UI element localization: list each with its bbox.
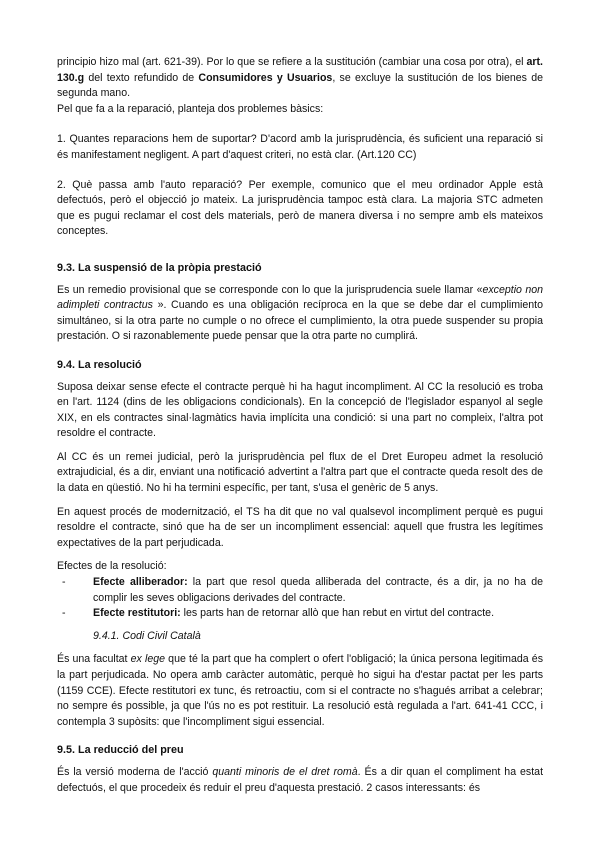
effects-list (57, 575, 543, 622)
subsection-paragraph: És una facultat ex lege que té la part que ha complert o ofert l'obligació; la única persona legitimada és la part perjudicada. No opera amb caràcter automàtic, perquè ho sigui ha d'estar pactat per les parts (1159 CCE). Efecte restitutori ex tunc, és retroactiu, com si el contracte no s'hagués arribat a celebrar; no sempre és possible, ja que l'ús no es pot restituir. La resolució està regulada a l'art. 641-41 CCC, i contempla 3 supòsits: que l'incompliment sigui essencial. (57, 653, 543, 728)
list-item: - Efecte restitutori: les parts han de retornar allò que han rebut en virtut del contracte. (62, 607, 495, 620)
effects-intro: Efectes de la resolució: (57, 560, 167, 573)
section-9-4-paragraph-1: Suposa deixar sense efecte el contracte perquè hi ha hagut incompliment. Al CC la resolució es troba en l'art. 1124 (dins de les obligacions condicionals). En la concepció de l'legislador espanyol al segle XIX, en els contractes sinal·lagmàtics havia implícita una condició: si una part no compleix, l'altra pot resoldre el contracte. (57, 380, 543, 440)
section-9-4-paragraph-3: En aquest procés de modernització, el TS ha dit que no val qualsevol incompliment perquè es pugui resoldre el contracte, sinó que ha de ser un incompliment essencial: aquell que frustra les legítimes expectatives de la part perjudicada. (57, 505, 543, 549)
law-name: Consumidores y Usuarios (198, 71, 333, 84)
list-item: - Efecte alliberador: la part que resol queda alliberada del contracte, és a dir, ja no ha de complir les seves obligacions derivades del contracte. (62, 576, 543, 604)
subsection-heading: 9.4.1. Codi Civil Català (93, 629, 201, 642)
intro-paragraph-2: Pel que fa a la reparació, planteja dos problemes bàsics: (57, 102, 324, 115)
problem-1: 1. Quantes reparacions hem de suportar? D'acord amb la jurisprudència, és suficient una reparació si és manifestament negligent. A part d'aquest criteri, no està clar. (Art.120 CC) (57, 133, 543, 161)
section-heading: 9.4. La resolució (57, 358, 142, 371)
section-9-5-paragraph: És la versió moderna de l'acció quanti minoris de el dret romà. És a dir quan el compliment ha estat defectuós, el que procedeix és reduir el preu d'aquesta prestació. 2 casos interessants: és (57, 765, 544, 794)
section-heading: 9.3. La suspensió de la pròpia prestació (57, 261, 262, 274)
document-page (57, 55, 543, 796)
intro-paragraph-1: principio hizo mal (art. 621-39). Por lo que se refiere a la sustitución (cambiar una cosa por otra), el art. 130.g del texto refundido de Consumidores y Usuarios, se excluye la sustitución de los bienes de segunda mano. (57, 56, 544, 100)
section-9-4 (57, 358, 543, 374)
problem-2: 2. Què passa amb l'auto reparació? Per exemple, comunico que el meu ordinador Apple està defectuós, però el objecció jo mateix. La jurisprudència tampoc està clara. La majoria STC admeten que es pugui reclamar el cost dels materials, però de manera diversa i no sempre amb els mateixos conceptes. (57, 178, 543, 238)
section-9-4-paragraph-2: Al CC és un remei judicial, però la jurisprudència pel flux de el Dret Europeu admet la resolució extrajudicial, és a dir, enviant una notificació advertint a l'altra part que el contracte queda resolt des de la data en qüestió. No hi ha termini específic, per tant, s'usa el genèric de 5 anys. (57, 450, 543, 495)
section-9-3 (57, 261, 543, 277)
section-9-3-paragraph: Es un remedio provisional que se corresponde con lo que la jurisprudencia suele llamar «exceptio non adimpleti contractus ». Cuando es una obligación recíproca en la que se debe dar el cumplimiento simultáneo, si la otra parte no cumple o no ofrece el cumplimiento, la otra puede suspender su propia prestación. O si razonablemente puede pensar que la otra parte no cumplirá. (57, 283, 544, 343)
section-heading: 9.5. La reducció del preu (57, 744, 184, 757)
article-ref: art. 130.g (57, 56, 543, 84)
section-9-5 (57, 743, 543, 759)
